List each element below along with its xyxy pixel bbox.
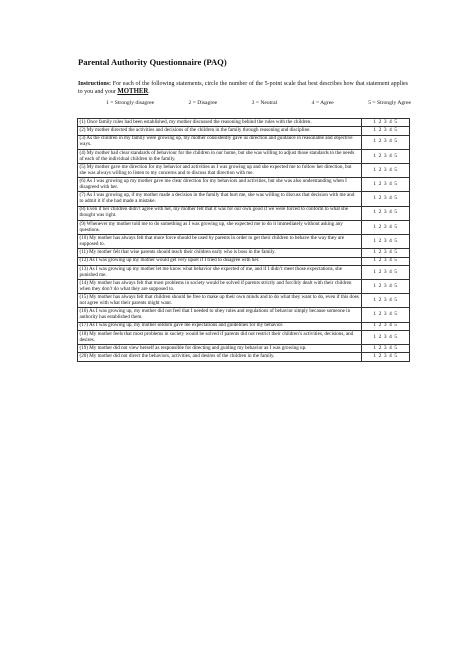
statement-cell: (18) My mother feels that most problems in society would be solved if parents did not restrict their children’s activities, decisions, and desires. xyxy=(78,330,362,344)
table-row xyxy=(78,135,410,149)
table-row xyxy=(78,294,410,308)
rating-scale[interactable]: 1 2 3 4 5 xyxy=(362,220,410,234)
statement-cell: (2) My mother directed the activities and decisions of the children in the family through reasoning and discipline. xyxy=(78,127,362,135)
statement-cell: (10) My mother has always felt that more force should be used by parents in order to get their children to behave the way they are supposed to. xyxy=(78,235,362,249)
questionnaire-table xyxy=(77,118,410,362)
scale-legend-item: 5 = Strongly Agree xyxy=(368,100,411,106)
rating-scale[interactable]: 1 2 3 4 5 xyxy=(362,119,410,127)
table-row xyxy=(78,178,410,192)
rating-scale[interactable]: 1 2 3 4 5 xyxy=(362,127,410,135)
scale-legend-item: 2 = Disagree xyxy=(188,100,218,106)
statement-cell: (4) My mother had clear standards of behaviour for the children in our home, but she was willing to adjust those standards to the needs of each of the individual children in the family. xyxy=(78,149,362,163)
table-row xyxy=(78,280,410,294)
statement-cell: (9) Whenever my mother told me to do something as I was growing up, she expected me to do it immediately without asking any questions. xyxy=(78,220,362,234)
rating-scale[interactable]: 1 2 3 4 5 xyxy=(362,294,410,308)
rating-scale[interactable]: 1 2 3 4 5 xyxy=(362,322,410,330)
statement-cell: (19) My mother did not view herself as responsible for directing and guiding my behavior as I was growing up. xyxy=(78,345,362,353)
rating-scale[interactable]: 1 2 3 4 5 xyxy=(362,308,410,322)
scale-legend-item: 3 = Neutral xyxy=(251,100,278,106)
rating-scale[interactable]: 1 2 3 4 5 xyxy=(362,280,410,294)
table-row xyxy=(78,206,410,220)
table-row xyxy=(78,249,410,257)
rating-scale[interactable]: 1 2 3 4 5 xyxy=(362,149,410,163)
scale-legend xyxy=(106,100,411,106)
rating-scale[interactable]: 1 2 3 4 5 xyxy=(362,353,410,361)
rating-scale[interactable]: 1 2 3 4 5 xyxy=(362,206,410,220)
instructions xyxy=(78,81,408,96)
rating-scale[interactable]: 1 2 3 4 5 xyxy=(362,135,410,149)
instructions-end: . xyxy=(148,89,150,96)
statement-cell: (16) As I was growing up, my mother did not feel that I needed to obey rules and regulations of behavior simply because someone in authority has established them. xyxy=(78,308,362,322)
table-row xyxy=(78,257,410,265)
statement-cell: (13) As I was growing up my mother let me know what behavior she expected of me, and if I didn’t meet those expectations, she punished me. xyxy=(78,265,362,279)
statement-cell: (20) My mother did not direct the behaviors, activities, and desires of the children in the family. xyxy=(78,353,362,361)
scale-legend-item: 1 = Strongly disagree xyxy=(106,100,155,106)
rating-scale[interactable]: 1 2 3 4 5 xyxy=(362,249,410,257)
rating-scale[interactable]: 1 2 3 4 5 xyxy=(362,330,410,344)
table-row xyxy=(78,330,410,344)
table-row xyxy=(78,345,410,353)
table-row xyxy=(78,127,410,135)
table-row xyxy=(78,265,410,279)
table-row xyxy=(78,308,410,322)
rating-scale[interactable]: 1 2 3 4 5 xyxy=(362,192,410,206)
statement-cell: (1) Once family rules had been established, my mother discussed the reasoning behind the rules with the children. xyxy=(78,119,362,127)
instructions-text: For each of the following statements, circle the number of the 5-point scale that best describes how that statement applies to you and your xyxy=(78,81,408,96)
table-row xyxy=(78,192,410,206)
table-row xyxy=(78,353,410,361)
statement-cell: (3) As the children in my family were growing up, my mother consistently gave us direction and guidance in reasonable and objective ways. xyxy=(78,135,362,149)
rating-scale[interactable]: 1 2 3 4 5 xyxy=(362,265,410,279)
statement-cell: (17) As I was growing up, my mother seldom gave me expectations and guidelines for my behavior. xyxy=(78,322,362,330)
table-row xyxy=(78,149,410,163)
statement-cell: (11) My mother felt that wise parents should teach their children early who is boss in the family. xyxy=(78,249,362,257)
statement-cell: (15) My mother has always felt that children should be free to make up their own minds and to do what they want to do, even if this does not agree with what their parents might want. xyxy=(78,294,362,308)
statement-cell: (14) My mother has always felt that most problems in society would be solved if parents strictly and forcibly dealt with their children when they don’t do what they are supposed to. xyxy=(78,280,362,294)
statement-cell: (6) As I was growing up my mother gave me clear direction for my behaviors and activities, but she was also understanding when I disagreed with her. xyxy=(78,178,362,192)
rating-scale[interactable]: 1 2 3 4 5 xyxy=(362,257,410,265)
rating-scale[interactable]: 1 2 3 4 5 xyxy=(362,164,410,178)
statement-cell: (8) Even if her children didn’t agree with her, my mother felt that it was for our own good if we were forced to conform to what she thought was right. xyxy=(78,206,362,220)
scale-legend-item: 4 = Agree xyxy=(311,100,334,106)
rating-scale[interactable]: 1 2 3 4 5 xyxy=(362,345,410,353)
table-row xyxy=(78,119,410,127)
page-title: Parental Authority Questionnaire (PAQ) xyxy=(78,57,227,67)
instructions-lead: Instructions: xyxy=(78,81,112,87)
rating-scale[interactable]: 1 2 3 4 5 xyxy=(362,178,410,192)
table-row xyxy=(78,322,410,330)
table-row xyxy=(78,235,410,249)
instructions-emphasis: MOTHER xyxy=(117,88,149,96)
statement-cell: (5) My mother gave me direction for my behavior and activities as I was growing up and she expected me to follow her direction, but she was always willing to listen to my concerns and to discuss that direction with me. xyxy=(78,164,362,178)
table-row xyxy=(78,164,410,178)
table-row xyxy=(78,220,410,234)
rating-scale[interactable]: 1 2 3 4 5 xyxy=(362,235,410,249)
statement-cell: (12) As I was growing up my mother would get very upset if I tried to disagree with her. xyxy=(78,257,362,265)
statement-cell: (7) As I was growing up, if my mother made a decision in the family that hurt me, she was willing to discuss that decision with me and to admit it if she had made a mistake. xyxy=(78,192,362,206)
